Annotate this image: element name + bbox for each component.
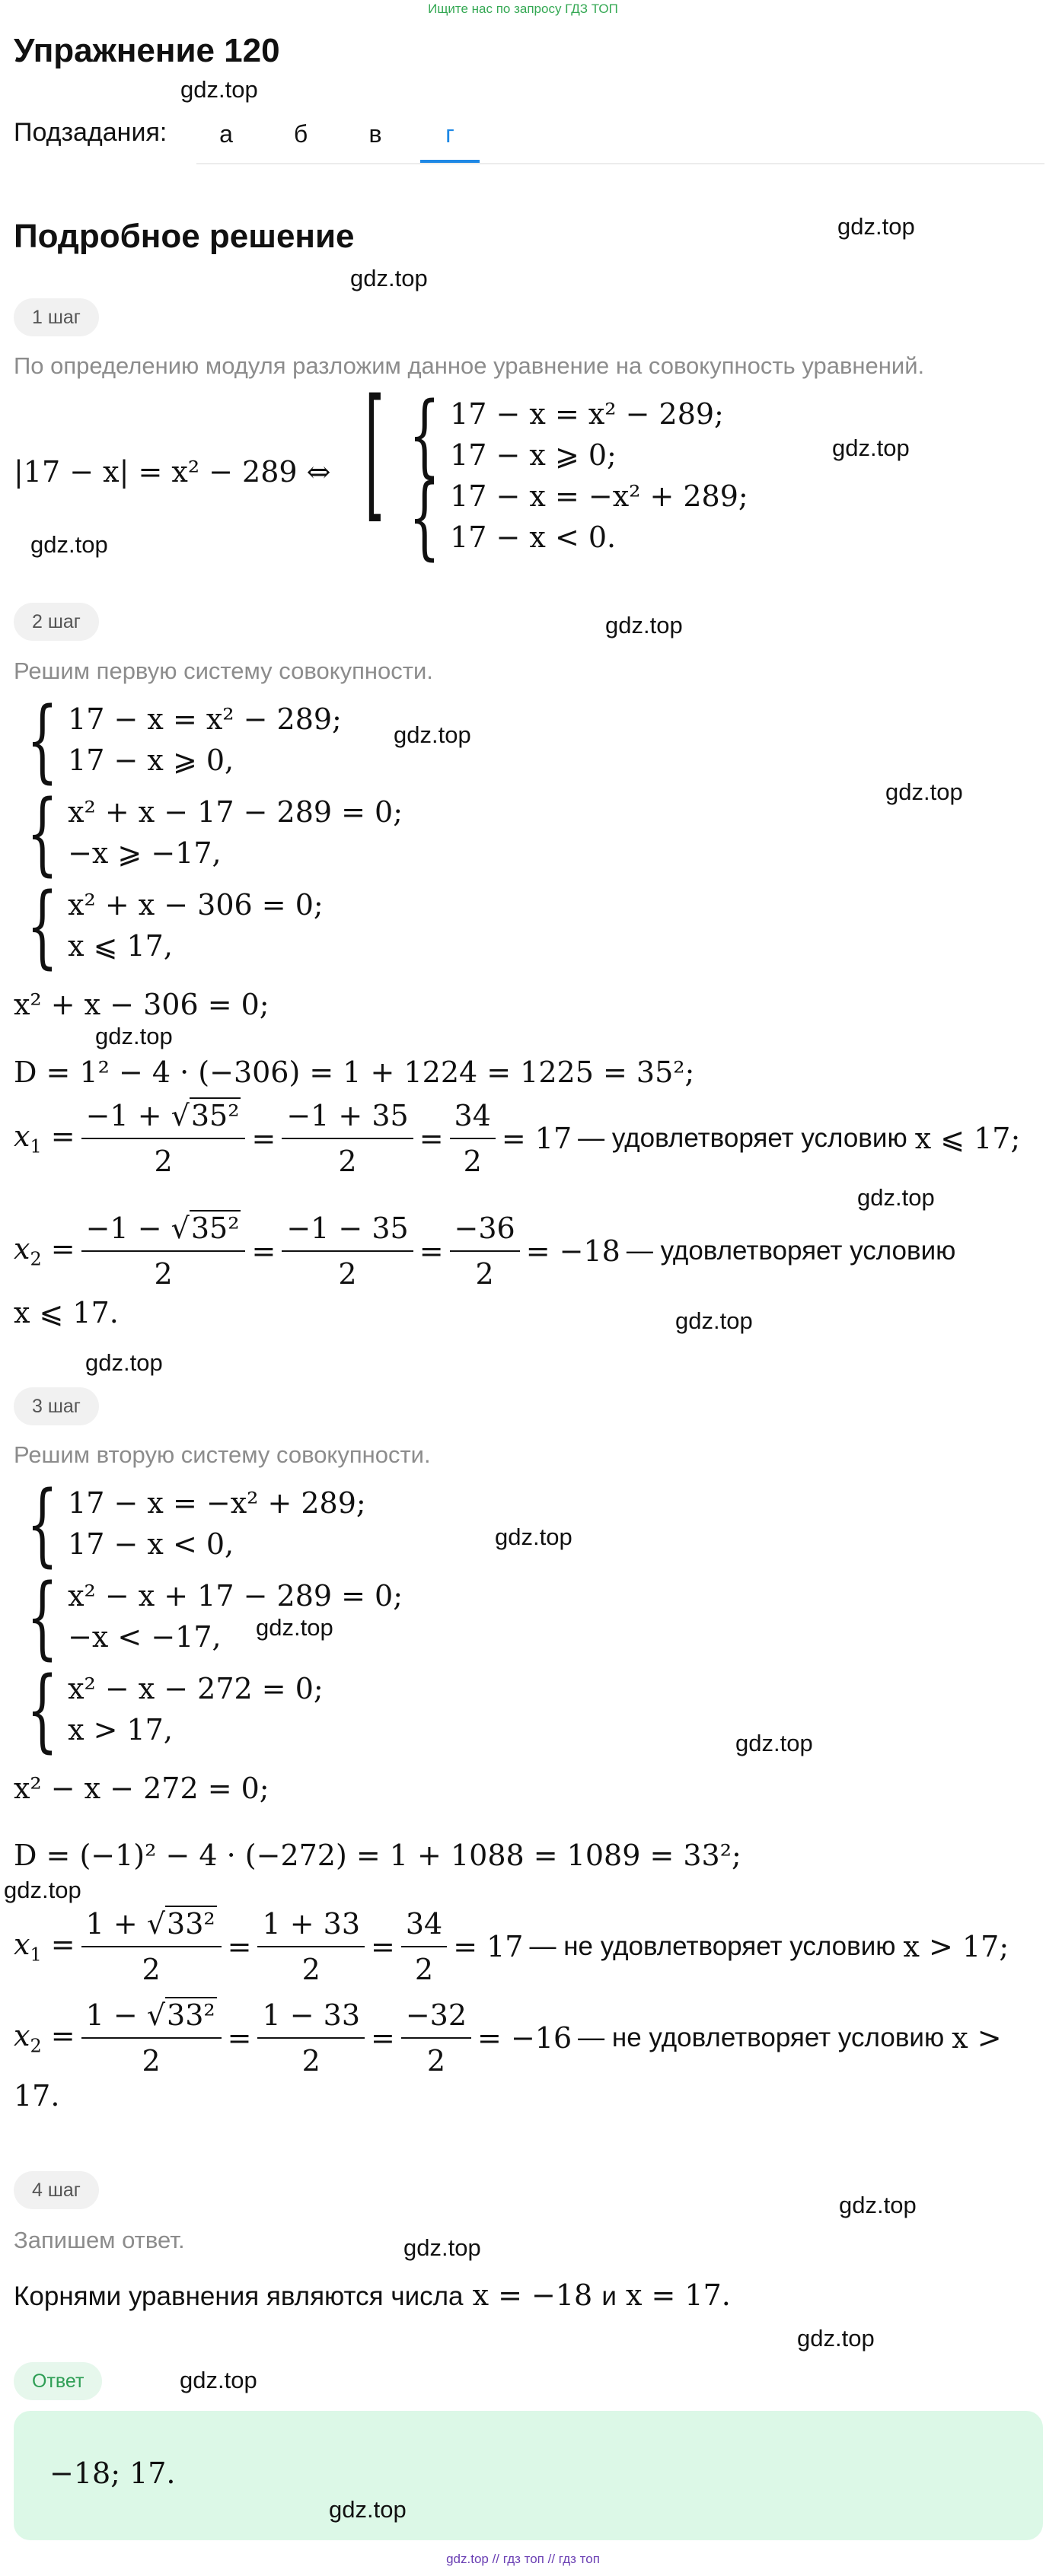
step-1-system-b: { 17 − x = −x² + 289; 17 − x < 0. bbox=[408, 464, 748, 569]
step-2-x2-condition: x ⩽ 17. bbox=[14, 1296, 119, 1329]
step-2-x2: $x_2$ = $\frac{\text{−1 − √35²}}{2}$ = $\frac{-1 - 35}{2}$ = $\frac{-36}{2}$ = −18 — удовлетворяет условию bbox=[14, 1205, 955, 1297]
step-2-system-2: { x² + x − 17 − 289 = 0; −x ⩾ −17, bbox=[26, 780, 403, 885]
watermark: gdz.top bbox=[329, 2496, 407, 2523]
watermark: gdz.top bbox=[180, 2367, 257, 2393]
step-1-lhs: |17 − x| = x² − 289 ⇔ bbox=[14, 455, 331, 489]
tab-b[interactable]: б bbox=[293, 120, 308, 148]
step-2-system-1: { 17 − x = x² − 289; 17 − x ⩾ 0, bbox=[26, 687, 342, 792]
step-3-badge: 3 шаг bbox=[14, 1387, 99, 1425]
watermark: gdz.top bbox=[495, 1524, 572, 1550]
step-2-discriminant: D = 1² − 4 · (−306) = 1 + 1224 = 1225 = 35²; bbox=[14, 1056, 695, 1089]
watermark: gdz.top bbox=[180, 76, 258, 103]
watermark: gdz.top bbox=[885, 779, 963, 805]
step-1-intro: По определению модуля разложим данное уравнение на совокупность уравнений. bbox=[14, 352, 925, 379]
watermark: gdz.top bbox=[797, 2325, 875, 2352]
watermark: gdz.top bbox=[394, 721, 471, 748]
section-title: Подробное решение bbox=[14, 218, 355, 255]
step-2-intro: Решим первую систему совокупности. bbox=[14, 658, 433, 684]
step-3-system-2: { x² − x + 17 − 289 = 0; −x < −17, bbox=[26, 1564, 403, 1669]
watermark: gdz.top bbox=[839, 2192, 917, 2218]
tab-g[interactable]: г bbox=[420, 107, 480, 163]
tab-v[interactable]: в bbox=[368, 120, 382, 148]
step-1-system-a: { 17 − x = x² − 289; 17 − x ⩾ 0; bbox=[408, 382, 724, 487]
watermark: gdz.top bbox=[30, 531, 108, 558]
answer-value: −18; 17. bbox=[49, 2457, 176, 2490]
step-2-x1: $x_1$ = $\frac{\text{−1 + √35²}}{2}$ = $\frac{-1 + 35}{2}$ = $\frac{34}{2}$ = 17 — удовлетворяет условию x ⩽ 17; bbox=[14, 1093, 1020, 1184]
step-3-intro: Решим вторую систему совокупности. bbox=[14, 1441, 431, 1468]
watermark: gdz.top bbox=[735, 1730, 813, 1756]
tab-a[interactable]: а bbox=[219, 120, 233, 148]
watermark: gdz.top bbox=[605, 612, 683, 638]
watermark: gdz.top bbox=[256, 1614, 333, 1641]
answer-badge: Ответ bbox=[14, 2362, 102, 2400]
watermark: gdz.top bbox=[403, 2234, 481, 2261]
watermark: gdz.top bbox=[95, 1023, 173, 1049]
top-banner[interactable]: Ищите нас по запросу ГДЗ ТОП bbox=[428, 2, 618, 16]
set-bracket: [ bbox=[365, 368, 385, 537]
watermark: gdz.top bbox=[675, 1307, 753, 1334]
step-2-badge: 2 шаг bbox=[14, 603, 99, 641]
step-3-discriminant: D = (−1)² − 4 · (−272) = 1 + 1088 = 1089 = 33²; bbox=[14, 1839, 741, 1872]
watermark: gdz.top bbox=[837, 213, 915, 240]
page-title: Упражнение 120 bbox=[14, 32, 280, 69]
step-3-x1: $x_1$ = $\frac{\text{1 + √33²}}{2}$ = $\frac{1 + 33}{2}$ = $\frac{34}{2}$ = 17 — не удовлетворяет условию x > 17; bbox=[14, 1901, 1009, 1992]
step-3-x2: $x_2$ = $\frac{\text{1 − √33²}}{2}$ = $\frac{1 - 33}{2}$ = $\frac{-32}{2}$ = −16 — не удовлетворяет условию x > bbox=[14, 1992, 1002, 2084]
watermark: gdz.top bbox=[832, 435, 910, 461]
step-3-system-1: { 17 − x = −x² + 289; 17 − x < 0, bbox=[26, 1471, 366, 1576]
footer-links[interactable]: gdz.top // гдз топ // гдз топ bbox=[446, 2552, 600, 2566]
subtasks-label: Подзадания: bbox=[14, 118, 167, 147]
step-4-badge: 4 шаг bbox=[14, 2171, 99, 2209]
step-4-intro: Запишем ответ. bbox=[14, 2227, 185, 2253]
step-4-sentence: Корнями уравнения являются числа x = −18 и x = 17. bbox=[14, 2278, 731, 2312]
step-2-system-3: { x² + x − 306 = 0; x ⩽ 17, bbox=[26, 873, 324, 978]
step-2-equation: x² + x − 306 = 0; bbox=[14, 988, 269, 1021]
subtask-tabs bbox=[196, 107, 1044, 164]
step-3-system-3: { x² − x − 272 = 0; x > 17, bbox=[26, 1657, 324, 1762]
step-3-x2-condition: 17. bbox=[14, 2079, 60, 2113]
watermark: gdz.top bbox=[350, 265, 428, 291]
watermark: gdz.top bbox=[4, 1877, 81, 1903]
step-3-equation: x² − x − 272 = 0; bbox=[14, 1772, 269, 1805]
step-1-badge: 1 шаг bbox=[14, 298, 99, 336]
watermark: gdz.top bbox=[85, 1349, 163, 1376]
watermark: gdz.top bbox=[857, 1184, 935, 1211]
